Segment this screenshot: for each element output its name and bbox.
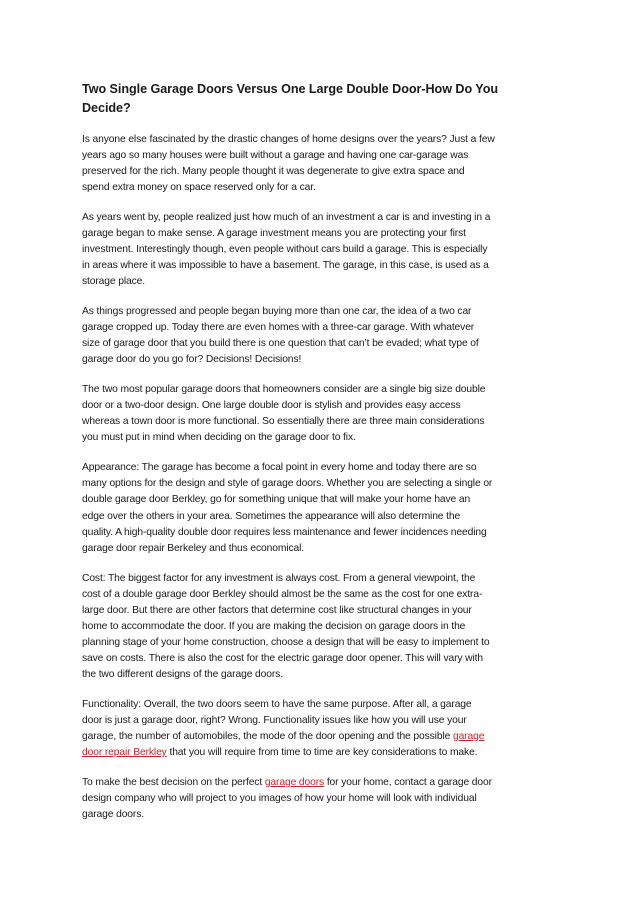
text-line: door is just a garage door, right? Wrong. Functionality issues like how you will use your: [82, 714, 467, 726]
text-line: preserved for the rich. Many people thought it was degenerate to give extra space and: [82, 166, 465, 178]
title-line: Two Single Garage Doors Versus One Large Double Door-How Do You: [82, 82, 499, 96]
text-line: you must put in mind when deciding on the garage door to fix.: [82, 432, 356, 444]
text-line: Cost: The biggest factor for any investment is always cost. From a general viewpoint, the: [82, 572, 476, 584]
text-line: The two most popular garage doors that homeowners consider are a single big size double: [82, 384, 486, 396]
text-line: Functionality: Overall, the two doors seem to have the same purpose. After all, a garage: [82, 698, 472, 710]
paragraph-functionality: [82, 697, 564, 761]
text-line: save on costs. There is also the cost for the electric garage door opener. This will vary with: [82, 652, 483, 664]
text-line: garage doors.: [82, 808, 144, 820]
paragraph-cost: [82, 571, 564, 683]
text-line: quality. A high-quality double door requires less maintenance and fewer incidences needing: [82, 526, 487, 538]
garage-doors-link[interactable]: garage doors: [264, 776, 325, 788]
paragraph-investment: [82, 210, 564, 290]
text-line: garage door do you go for? Decisions! Decisions!: [82, 354, 302, 366]
paragraph-conclusion: [82, 775, 564, 823]
text-line: whereas a town door is more functional. So essentially there are three main considerations: [82, 416, 485, 428]
text-line: large door. But there are other factors that determine cost like structural changes in your: [82, 604, 472, 616]
text-line: garage began to make sense. A garage investment means you are protecting your first: [82, 228, 466, 240]
text-line: Appearance: The garage has become a focal point in every home and today there are so: [82, 462, 477, 474]
text-segment: that you will require from time to time are key considerations to make.: [166, 746, 478, 758]
paragraph-popular-doors: [82, 382, 564, 446]
text-line: garage cropped up. Today there are even homes with a three-car garage. With whatever: [82, 322, 475, 334]
text-line: many options for the design and style of garage doors. Whether you are selecting a single or: [82, 478, 493, 490]
text-line: the two different designs of the garage doors.: [82, 668, 283, 680]
text-line: edge over the others in your area. Sometimes the appearance will also determine the: [82, 510, 461, 522]
document-page: [82, 80, 564, 837]
text-line-with-link: [82, 745, 564, 761]
text-line-with-link: [82, 729, 564, 745]
page-title: [82, 80, 564, 118]
text-line: As things progressed and people began buying more than one car, the idea of a two car: [82, 306, 472, 318]
text-line: spend extra money on space reserved only for a car.: [82, 182, 316, 194]
text-line: As years went by, people realized just how much of an investment a car is and investing in a: [82, 212, 491, 224]
paragraph-progress: [82, 304, 564, 368]
text-line: planning stage of your home construction, choose a design that will be easy to implement to: [82, 636, 490, 648]
text-segment: for your home, contact a garage door: [324, 776, 492, 788]
text-line-with-link: [82, 775, 564, 791]
text-line: size of garage door that you build there is one question that can’t be evaded; what type of: [82, 338, 479, 350]
garage-door-repair-link[interactable]: garage: [452, 730, 485, 742]
text-segment: To make the best decision on the perfect: [82, 776, 265, 788]
text-line: door or a two-door design. One large double door is stylish and provides easy access: [82, 400, 461, 412]
paragraph-intro: [82, 132, 564, 196]
text-line: garage door repair Berkeley and thus economical.: [82, 542, 305, 554]
text-line: years ago so many houses were built without a garage and having one car-garage was: [82, 150, 469, 162]
text-line: home to accommodate the door. If you are making the decision on garage doors in the: [82, 620, 466, 632]
title-line: Decide?: [82, 101, 131, 115]
text-line: double garage door Berkley, go for something unique that will make your home have an: [82, 494, 471, 506]
text-segment: garage, the number of automobiles, the mode of the door opening and the possible: [82, 730, 453, 742]
text-line: investment. Interestingly though, even people without cars build a garage. This is especially: [82, 244, 488, 256]
text-line: storage place.: [82, 276, 146, 288]
text-line: Is anyone else fascinated by the drastic changes of home designs over the years? Just a few: [82, 134, 495, 145]
garage-door-repair-link[interactable]: door repair Berkley: [82, 746, 167, 758]
text-line: in areas where it was impossible to have a basement. The garage, in this case, is used as a: [82, 260, 489, 272]
text-line: cost of a double garage door Berkley should almost be the same as the cost for one extra-: [82, 588, 483, 600]
paragraph-appearance: [82, 460, 564, 556]
text-line: design company who will project to you images of how your home will look with individual: [82, 792, 477, 804]
